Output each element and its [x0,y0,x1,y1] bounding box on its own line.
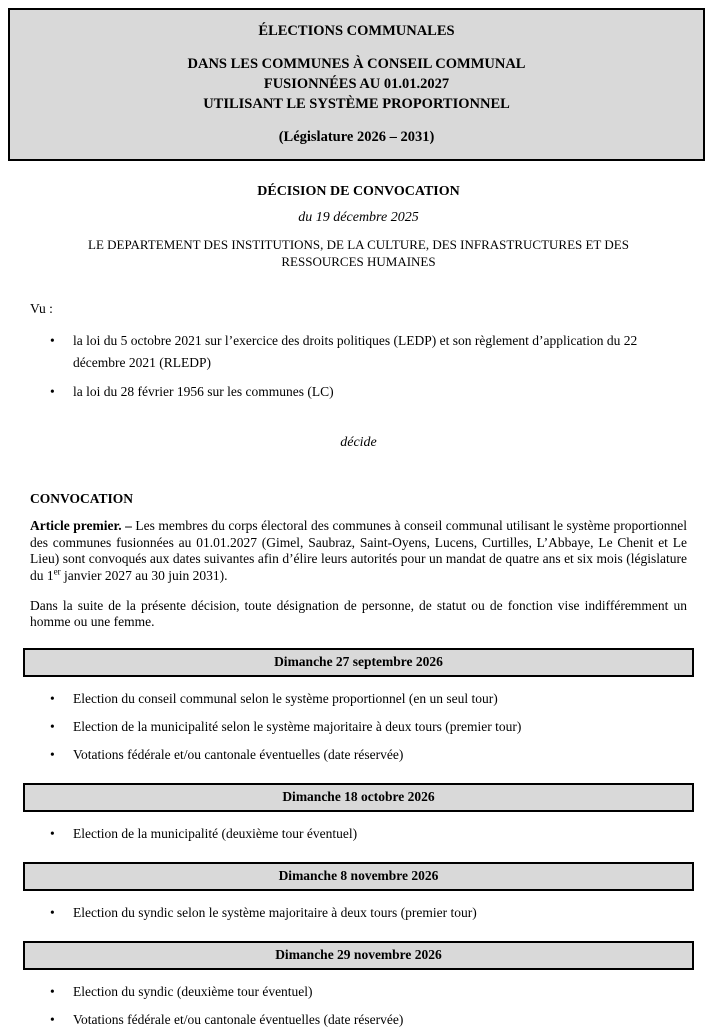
article-text-part2: janvier 2027 au 30 juin 2031). [60,567,228,583]
header-title-line2: DANS LES COMMUNES À CONSEIL COMMUNAL [187,56,526,72]
schedule-item: • Votations fédérale et/ou cantonale éventuelles (date réservée) [73,747,687,763]
schedule-item: • Election de la municipalité selon le système majoritaire à deux tours (premier tour) [73,719,687,735]
date-banner: Dimanche 18 octobre 2026 [23,783,694,812]
decide-word: décide [340,435,377,450]
legal-references-list [30,330,687,403]
header-title-line4: UTILISANT LE SYSTÈME PROPORTIONNEL [203,96,510,112]
schedule-item: • Election du syndic selon le système majoritaire à deux tours (premier tour) [73,905,687,921]
ordinal-superscript: er [53,566,61,576]
date-banner: Dimanche 27 septembre 2026 [23,648,694,677]
schedule-items-list [30,984,687,1028]
convocation-heading: CONVOCATION [30,491,133,506]
article-lead: Article premier. – [30,518,132,533]
header-spacer [16,114,697,127]
decision-title: DÉCISION DE CONVOCATION [257,184,460,199]
header-title-box [8,8,705,161]
article-text-part1: Les membres du corps électoral des communes à conseil communal utilisant le système proportionnel des communes fusionnées au 01.01.2027 (Gimel, Saubraz, Saint-Oyens, Lucens, Curtilles, L’Abbaye, Le Chenit et Le Lieu) sont convoqués aux dates suivantes afin d’élire leurs autorités pour un mandat de quatre ans et six mois (législature du 1 [30,518,687,583]
date-banner: Dimanche 8 novembre 2026 [23,862,694,891]
gender-note-paragraph: Dans la suite de la présente décision, toute désignation de personne, de statut ou de fonction vise indifféremment un homme ou une femme. [30,597,687,629]
header-spacer [16,41,697,54]
date-banner: Dimanche 29 novembre 2026 [23,941,694,970]
schedule-item: • Election du conseil communal selon le système proportionnel (en un seul tour) [73,691,687,707]
legal-reference-item: • la loi du 5 octobre 2021 sur l’exercice des droits politiques (LEDP) et son règlement d’application du 22 décembre 2021 (RLEDP) [73,330,687,374]
header-legislature: (Législature 2026 – 2031) [278,129,435,145]
header-title-line1: ÉLECTIONS COMMUNALES [258,23,455,39]
document-page [0,8,713,1027]
decision-date: du 19 décembre 2025 [298,210,419,225]
legal-reference-item: • la loi du 28 février 1956 sur les communes (LC) [73,381,687,403]
schedule-item: • Election du syndic (deuxième tour éventuel) [73,984,687,1000]
header-title-line3: FUSIONNÉES AU 01.01.2027 [263,76,450,92]
vu-label: Vu : [30,301,53,316]
article-premier-paragraph [30,518,687,584]
schedule-items-list [30,905,687,921]
schedule-items-list [30,691,687,763]
schedule-item: • Votations fédérale et/ou cantonale éventuelles (date réservée) [73,1012,687,1028]
department-name: LE DEPARTEMENT DES INSTITUTIONS, DE LA CULTURE, DES INFRASTRUCTURES ET DES RESSOURCES HUMAINES [88,237,629,269]
document-body [30,183,687,1028]
schedule-items-list [30,826,687,842]
schedule-item: • Election de la municipalité (deuxième tour éventuel) [73,826,687,842]
